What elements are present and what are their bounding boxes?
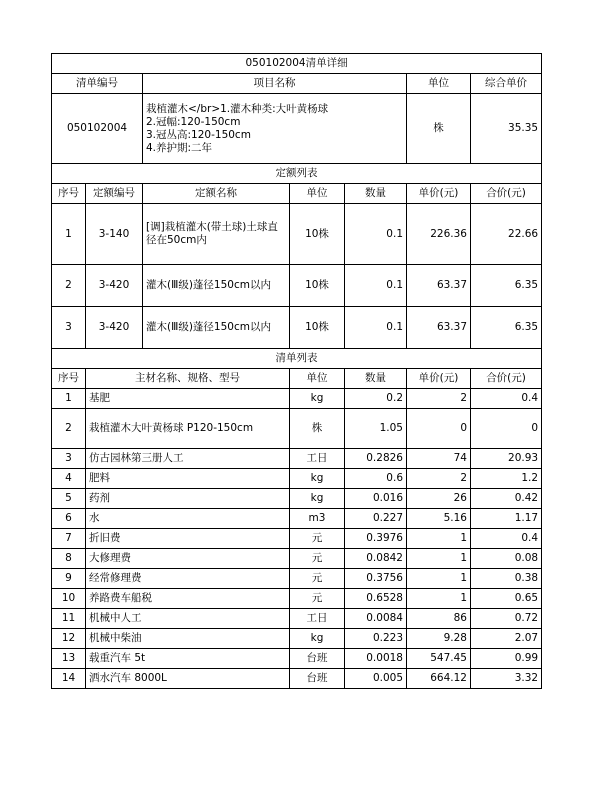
materials-row: [52, 449, 542, 469]
materials-row: [52, 469, 542, 489]
quota-unit: 10株: [290, 265, 345, 307]
quota-col-header: 定额编号: [86, 184, 143, 204]
material-name: 洒水汽车 8000L: [86, 669, 290, 689]
material-total: 0.72: [471, 609, 542, 629]
quota-col-header: 合价(元): [471, 184, 542, 204]
material-name: 养路费车船税: [86, 589, 290, 609]
material-price: 74: [407, 449, 471, 469]
quota-col-header: 定额名称: [143, 184, 290, 204]
price-header: 综合单价: [471, 74, 542, 94]
material-qty: 0.0018: [345, 649, 407, 669]
material-unit: 元: [290, 589, 345, 609]
bill-name-line: 2.冠幅:120-150cm: [146, 115, 241, 128]
bill-name-line: 4.养护期:二年: [146, 141, 213, 154]
material-price: 1: [407, 549, 471, 569]
material-name: 大修理费: [86, 549, 290, 569]
material-price: 26: [407, 489, 471, 509]
quota-qty: 0.1: [345, 307, 407, 349]
material-unit: m3: [290, 509, 345, 529]
material-qty: 0.6: [345, 469, 407, 489]
bill-unit: 株: [407, 94, 471, 164]
materials-row: [52, 509, 542, 529]
material-name: 基肥: [86, 389, 290, 409]
material-total: 0.4: [471, 529, 542, 549]
quota-total: 22.66: [471, 204, 542, 265]
material-unit: kg: [290, 629, 345, 649]
materials-col-header: 主材名称、规格、型号: [86, 369, 290, 389]
quota-qty: 0.1: [345, 204, 407, 265]
materials-row: [52, 569, 542, 589]
materials-row: [52, 549, 542, 569]
material-price: 2: [407, 469, 471, 489]
quota-col-header: 单位: [290, 184, 345, 204]
material-qty: 1.05: [345, 409, 407, 449]
quota-unit: 10株: [290, 307, 345, 349]
quota-total: 6.35: [471, 265, 542, 307]
material-price: 86: [407, 609, 471, 629]
material-total: 0.4: [471, 389, 542, 409]
material-name: 肥料: [86, 469, 290, 489]
materials-row: [52, 669, 542, 689]
material-name: 水: [86, 509, 290, 529]
material-name: 药剂: [86, 489, 290, 509]
material-qty: 0.2: [345, 389, 407, 409]
material-no: 7: [52, 529, 86, 549]
material-name: 栽植灌木大叶黄杨球 P120-150cm: [86, 409, 290, 449]
material-price: 1: [407, 529, 471, 549]
material-qty: 0.005: [345, 669, 407, 689]
quota-code: 3-420: [86, 265, 143, 307]
quota-unit: 10株: [290, 204, 345, 265]
material-no: 4: [52, 469, 86, 489]
material-qty: 0.0842: [345, 549, 407, 569]
material-name: 折旧费: [86, 529, 290, 549]
material-price: 0: [407, 409, 471, 449]
material-no: 13: [52, 649, 86, 669]
material-no: 5: [52, 489, 86, 509]
material-unit: 元: [290, 569, 345, 589]
materials-row: [52, 649, 542, 669]
materials-row: [52, 529, 542, 549]
bill-price: 35.35: [471, 94, 542, 164]
material-total: 2.07: [471, 629, 542, 649]
quota-qty: 0.1: [345, 265, 407, 307]
quota-price: 226.36: [407, 204, 471, 265]
material-unit: 工日: [290, 449, 345, 469]
material-name: 机械中人工: [86, 609, 290, 629]
material-no: 6: [52, 509, 86, 529]
quota-code: 3-140: [86, 204, 143, 265]
materials-row: [52, 489, 542, 509]
materials-col-header: 数量: [345, 369, 407, 389]
bill-name-line: 3.冠丛高:120-150cm: [146, 128, 251, 141]
material-no: 11: [52, 609, 86, 629]
materials-row: [52, 589, 542, 609]
material-unit: 台班: [290, 649, 345, 669]
materials-row: [52, 629, 542, 649]
material-total: 0: [471, 409, 542, 449]
material-qty: 0.227: [345, 509, 407, 529]
material-price: 547.45: [407, 649, 471, 669]
materials-row: [52, 409, 542, 449]
material-qty: 0.3976: [345, 529, 407, 549]
material-qty: 0.6528: [345, 589, 407, 609]
table-title: 050102004清单详细: [52, 54, 542, 74]
material-price: 1: [407, 569, 471, 589]
material-total: 1.2: [471, 469, 542, 489]
material-total: 0.42: [471, 489, 542, 509]
material-no: 1: [52, 389, 86, 409]
name-header: 项目名称: [143, 74, 407, 94]
material-unit: 台班: [290, 669, 345, 689]
material-no: 8: [52, 549, 86, 569]
materials-col-header: 单位: [290, 369, 345, 389]
material-price: 664.12: [407, 669, 471, 689]
quota-col-header: 单价(元): [407, 184, 471, 204]
materials-col-header: 序号: [52, 369, 86, 389]
quota-code: 3-420: [86, 307, 143, 349]
material-no: 14: [52, 669, 86, 689]
quota-section-title: 定额列表: [52, 164, 542, 184]
material-qty: 0.223: [345, 629, 407, 649]
quota-name: [调]栽植灌木(带土球)土球直径在50cm内: [143, 204, 290, 265]
material-qty: 0.016: [345, 489, 407, 509]
material-qty: 0.3756: [345, 569, 407, 589]
materials-row: [52, 609, 542, 629]
quota-row: [52, 265, 542, 307]
material-price: 1: [407, 589, 471, 609]
bill-code: 050102004: [52, 94, 143, 164]
material-unit: 元: [290, 549, 345, 569]
material-total: 0.08: [471, 549, 542, 569]
material-total: 20.93: [471, 449, 542, 469]
material-price: 5.16: [407, 509, 471, 529]
quota-no: 3: [52, 307, 86, 349]
quota-no: 1: [52, 204, 86, 265]
material-no: 12: [52, 629, 86, 649]
quota-no: 2: [52, 265, 86, 307]
material-total: 0.38: [471, 569, 542, 589]
material-name: 机械中柴油: [86, 629, 290, 649]
material-unit: kg: [290, 389, 345, 409]
material-total: 1.17: [471, 509, 542, 529]
material-total: 0.65: [471, 589, 542, 609]
material-total: 3.32: [471, 669, 542, 689]
quota-name: 灌木(Ⅲ级)蓬径150cm以内: [143, 265, 290, 307]
bill-detail-table: [51, 53, 542, 689]
quota-row: [52, 307, 542, 349]
material-total: 0.99: [471, 649, 542, 669]
materials-section-title: 清单列表: [52, 349, 542, 369]
unit-header: 单位: [407, 74, 471, 94]
quota-name: 灌木(Ⅲ级)蓬径150cm以内: [143, 307, 290, 349]
quota-price: 63.37: [407, 307, 471, 349]
code-header: 清单编号: [52, 74, 143, 94]
materials-col-header: 合价(元): [471, 369, 542, 389]
material-name: 经常修理费: [86, 569, 290, 589]
quota-col-header: 序号: [52, 184, 86, 204]
bill-name-line: 栽植灌木</br>1.灌木种类:大叶黄杨球: [146, 102, 329, 115]
material-qty: 0.0084: [345, 609, 407, 629]
materials-col-header: 单价(元): [407, 369, 471, 389]
material-qty: 0.2826: [345, 449, 407, 469]
material-unit: 元: [290, 529, 345, 549]
materials-row: [52, 389, 542, 409]
material-no: 2: [52, 409, 86, 449]
quota-col-header: 数量: [345, 184, 407, 204]
quota-total: 6.35: [471, 307, 542, 349]
material-name: 仿古园林第三册人工: [86, 449, 290, 469]
material-unit: kg: [290, 489, 345, 509]
material-no: 3: [52, 449, 86, 469]
material-price: 2: [407, 389, 471, 409]
quota-price: 63.37: [407, 265, 471, 307]
material-unit: 工日: [290, 609, 345, 629]
bill-name: [143, 94, 407, 164]
material-no: 9: [52, 569, 86, 589]
quota-row: [52, 204, 542, 265]
material-no: 10: [52, 589, 86, 609]
material-name: 载重汽车 5t: [86, 649, 290, 669]
material-unit: kg: [290, 469, 345, 489]
material-unit: 株: [290, 409, 345, 449]
material-price: 9.28: [407, 629, 471, 649]
